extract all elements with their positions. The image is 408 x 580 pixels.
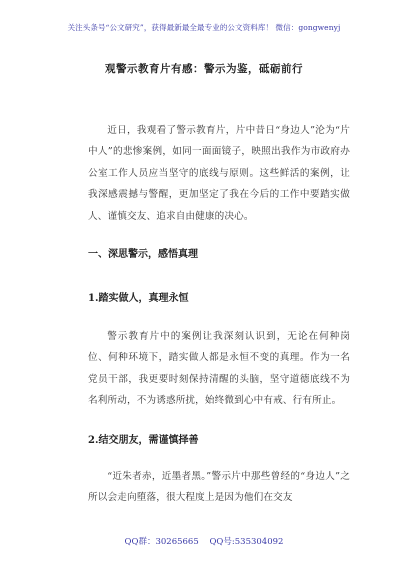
document-title: 观警示教育片有感：警示为鉴，砥砺前行 xyxy=(105,63,303,75)
subsection-heading-1: 1.踏实做人，真理永恒 xyxy=(88,293,189,305)
subsection-paragraph-1: 警示教育片中的案例让我深刻认识到，无论在何种岗位、何种环境下，踏实做人都是永恒不变的真理。作为一名党员干部，我更要时刻保持清醒的头脑，坚守道德底线不为名利所动，不为诱惑所扰，始终微到心中有戒、行有所止。 xyxy=(88,331,350,407)
section-heading: 一、深思警示，感悟真理 xyxy=(88,249,198,261)
document-body xyxy=(88,120,350,508)
subsection-heading-2: 2.结交朋友，需谨慎择善 xyxy=(88,434,199,446)
intro-paragraph: 近日，我观看了警示教育片，片中昔日“身边人”沦为“片中人”的悲惨案例，如同一面面镜子，映照出我作为市政府办公室工作人员应当坚守的底线与原则。这些鲜活的案例，让我深感震撼与警醒，更加坚定了我在今后的工作中要踏实做人、谨慎交友、追求自由健康的决心。 xyxy=(88,125,350,222)
footer-qq: QQ号:535304092 xyxy=(209,537,284,547)
footer xyxy=(0,535,408,547)
subsection-paragraph-2: “近朱者赤，近墨者黑。”警示片中那些曾经的“身边人”之所以会走向堕落，很大程度上是因为他们在交友 xyxy=(88,470,350,504)
top-banner: 关注头条号“公文研究”，获得最新最全最专业的公文资料库！ 微信：gongwenyj xyxy=(67,23,341,32)
footer-qq-group: QQ群：30265665 xyxy=(124,537,199,547)
